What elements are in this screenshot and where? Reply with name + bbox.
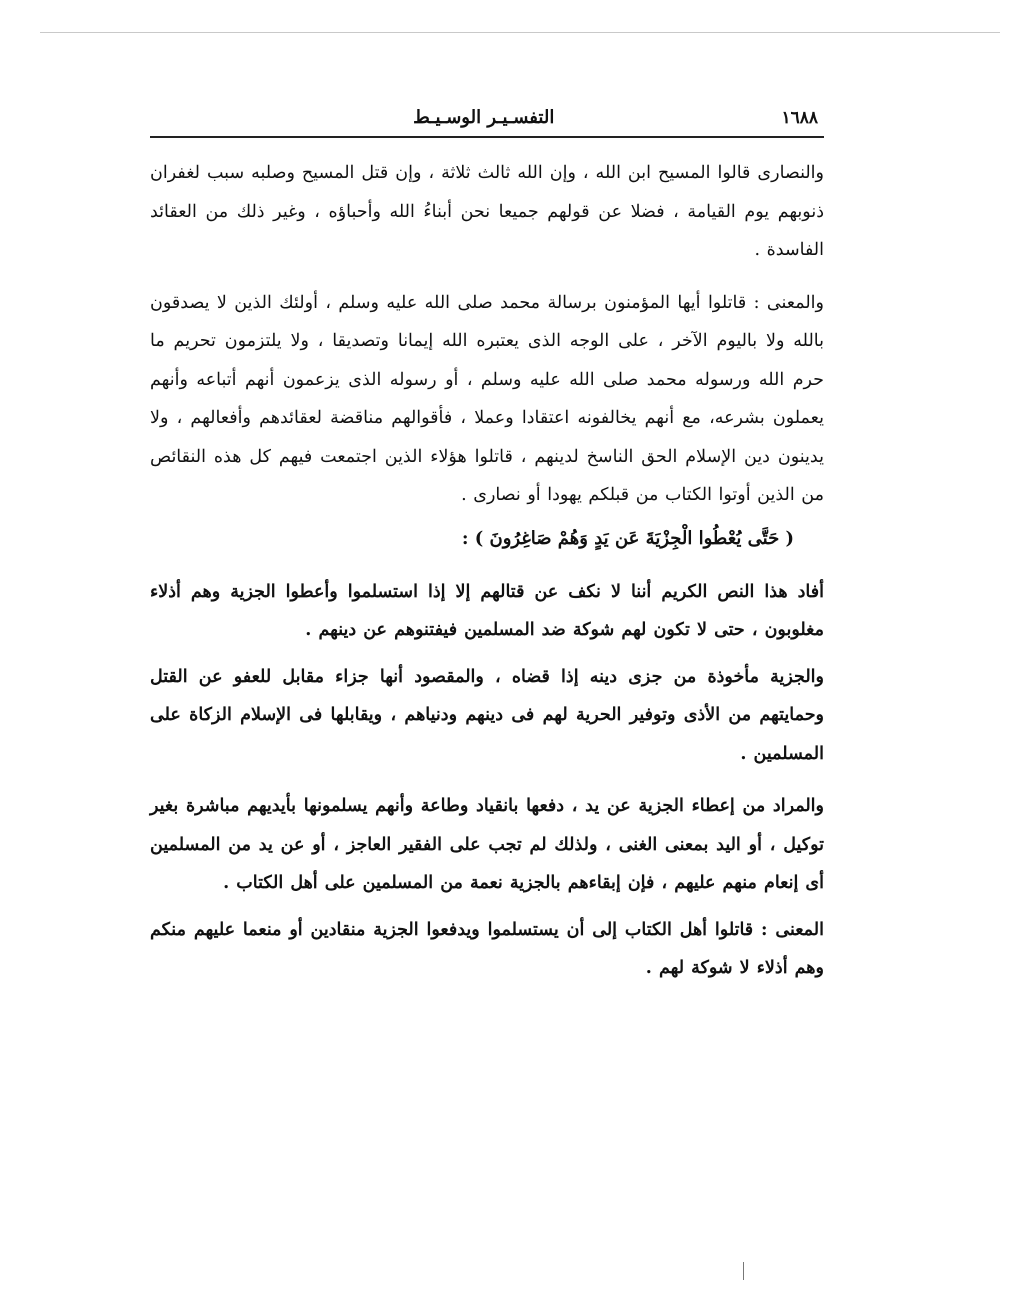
quran-quote: ( حَتَّى يُعْطُوا الْجِزْيَةَ عَن يَدٍ وَهُمْ صَاغِرُونَ ) :	[461, 527, 794, 549]
page-number: ١٦٨٨	[781, 108, 818, 128]
paragraph-christian-beliefs: والنصارى قالوا المسيح ابن الله ، وإن الله ثالث ثلاثة ، وإن قتل المسيح وصلبه سبب لغفران ذنوبهم يوم القيامة ، فضلا عن قولهم جميعا نحن أبناءُ الله وأحباؤه ، وغير ذلك من العقائد الفاسدة .	[150, 163, 824, 260]
running-title: التفسـيـر الوسـيـط	[413, 107, 555, 128]
header-rule	[150, 136, 824, 138]
paragraph-meaning-summary: المعنى : قاتلوا أهل الكتاب إلى أن يستسلموا ويدفعوا الجزية منقادين أو منعما عليهم منكم وهم أذلاء لا شوكة لهم .	[150, 919, 824, 978]
paragraph-noble-text: أفاد هذا النص الكريم أننا لا نكف عن قتالهم إلا إذا استسلموا وأعطوا الجزية وهم أذلاء مغلوبون ، حتى لا تكون لهم شوكة ضد المسلمين فيفتنوهم عن دينهم .	[150, 581, 824, 640]
paragraph-jizya-definition: والجزية مأخوذة من جزى دينه إذا قضاه ، والمقصود أنها جزاء مقابل للعفو عن القتل وحمايتهم من الأذى وتوفير الحرية لهم فى دينهم ودنياهم ، ويقابلها فى الإسلام الزكاة على المسلمين .	[150, 666, 824, 764]
scan-mark	[743, 1262, 744, 1280]
page-header	[150, 104, 824, 128]
paragraph-jizya-by-hand: والمراد من إعطاء الجزية عن يد ، دفعها بانقياد وطاعة وأنهم يسلمونها بأيديهم مباشرة بغير توكيل ، أو اليد بمعنى الغنى ، ولذلك لم تجب على الفقير العاجز ، أو عن يد من المسلمين أى إنعام منهم عليهم ، فإن إبقاءهم بالجزية نعمة من المسلمين على أهل الكتاب .	[150, 796, 824, 893]
paragraph-meaning-fight: والمعنى : قاتلوا أيها المؤمنون برسالة محمد صلى الله عليه وسلم ، أولئك الذين لا يصدقون بالله ولا باليوم الآخر ، على الوجه الذى يعتبره الله إيمانا وتصديقا ، ولا يلتزمون تحريم ما حرم الله ورسوله محمد صلى الله عليه وسلم ، أو رسوله الذى يزعمون أنهم أتباعه وأنهم يعملون بشرعه، مع أنهم يخالفونه اعتقادا وعملا ، فأقوالهم مناقضة لعقائدهم وأفعالهم ، ولا يدينون دين الإسلام الحق الناسخ لدينهم ، قاتلوا هؤلاء الذين اجتمعت فيهم كل هذه النقائص من الذين أوتوا الكتاب من قبلكم يهودا أو نصارى .	[150, 292, 824, 505]
page-content	[150, 154, 824, 988]
book-page	[150, 104, 824, 988]
scan-top-edge-line	[40, 32, 1000, 33]
